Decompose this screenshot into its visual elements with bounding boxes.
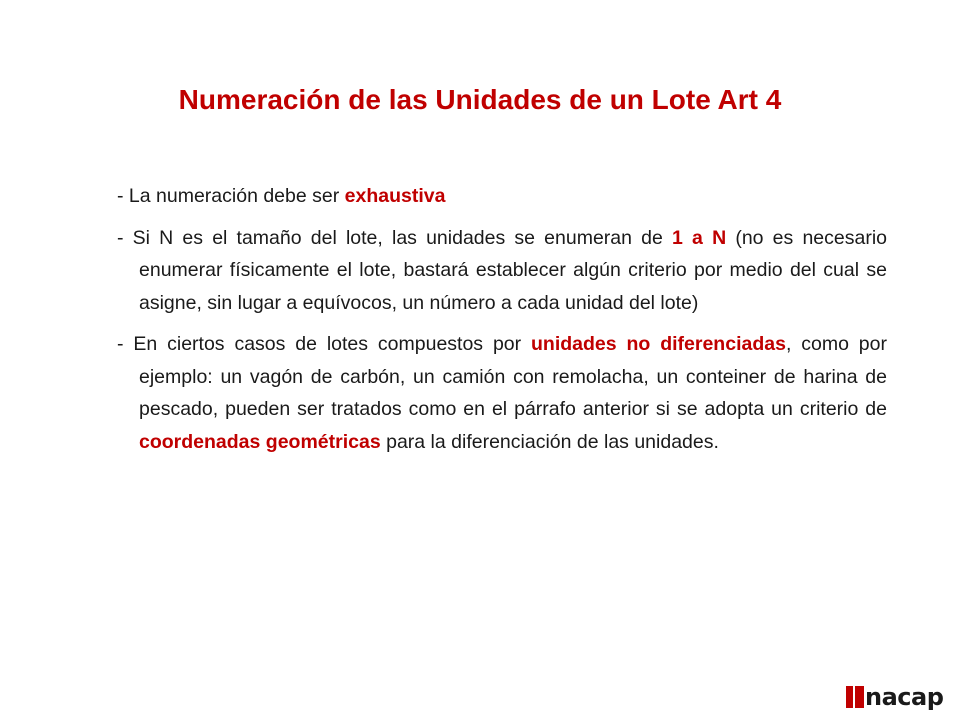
bullet-text: para la diferenciación de las unidades. — [380, 430, 719, 453]
bullet-text: , como por ejemplo: un vagón de carbón, un camión con remolacha, un conteiner de harina de pescado, pueden ser tratados como en el párrafo anterior si se adopta un criterio de — [139, 333, 887, 420]
bullet-undifferentiated — [117, 328, 887, 458]
bullet-text: - Si N es el tamaño del lote, las unidades se enumeran de — [117, 226, 673, 249]
bullet-text: - En ciertos casos de lotes compuestos por — [117, 333, 532, 355]
highlight-exhaustiva: exhaustiva — [344, 185, 446, 207]
inacap-logo-icon — [846, 686, 864, 708]
highlight-coordenadas-geometricas: coordenadas geométricas — [139, 430, 381, 453]
bullet-text: - La numeración debe ser — [117, 185, 345, 207]
bullet-exhaustive — [117, 180, 887, 213]
bullet-text: (no es necesario enumerar físicamente el lote, bastará establecer algún criterio por medio del cual se asigne, sin lugar a equívocos, un número a cada unidad del lote) — [139, 226, 888, 314]
bullet-lot-size — [117, 222, 887, 320]
logo-text: nacap — [865, 683, 944, 711]
highlight-1-a-n: 1 a N — [672, 226, 727, 249]
slide-title: Numeración de las Unidades de un Lote Art 4 — [178, 84, 782, 115]
highlight-unidades-no-diferenciadas: unidades no diferenciadas — [531, 333, 786, 355]
slide-body — [117, 180, 887, 467]
inacap-logo — [846, 684, 943, 710]
